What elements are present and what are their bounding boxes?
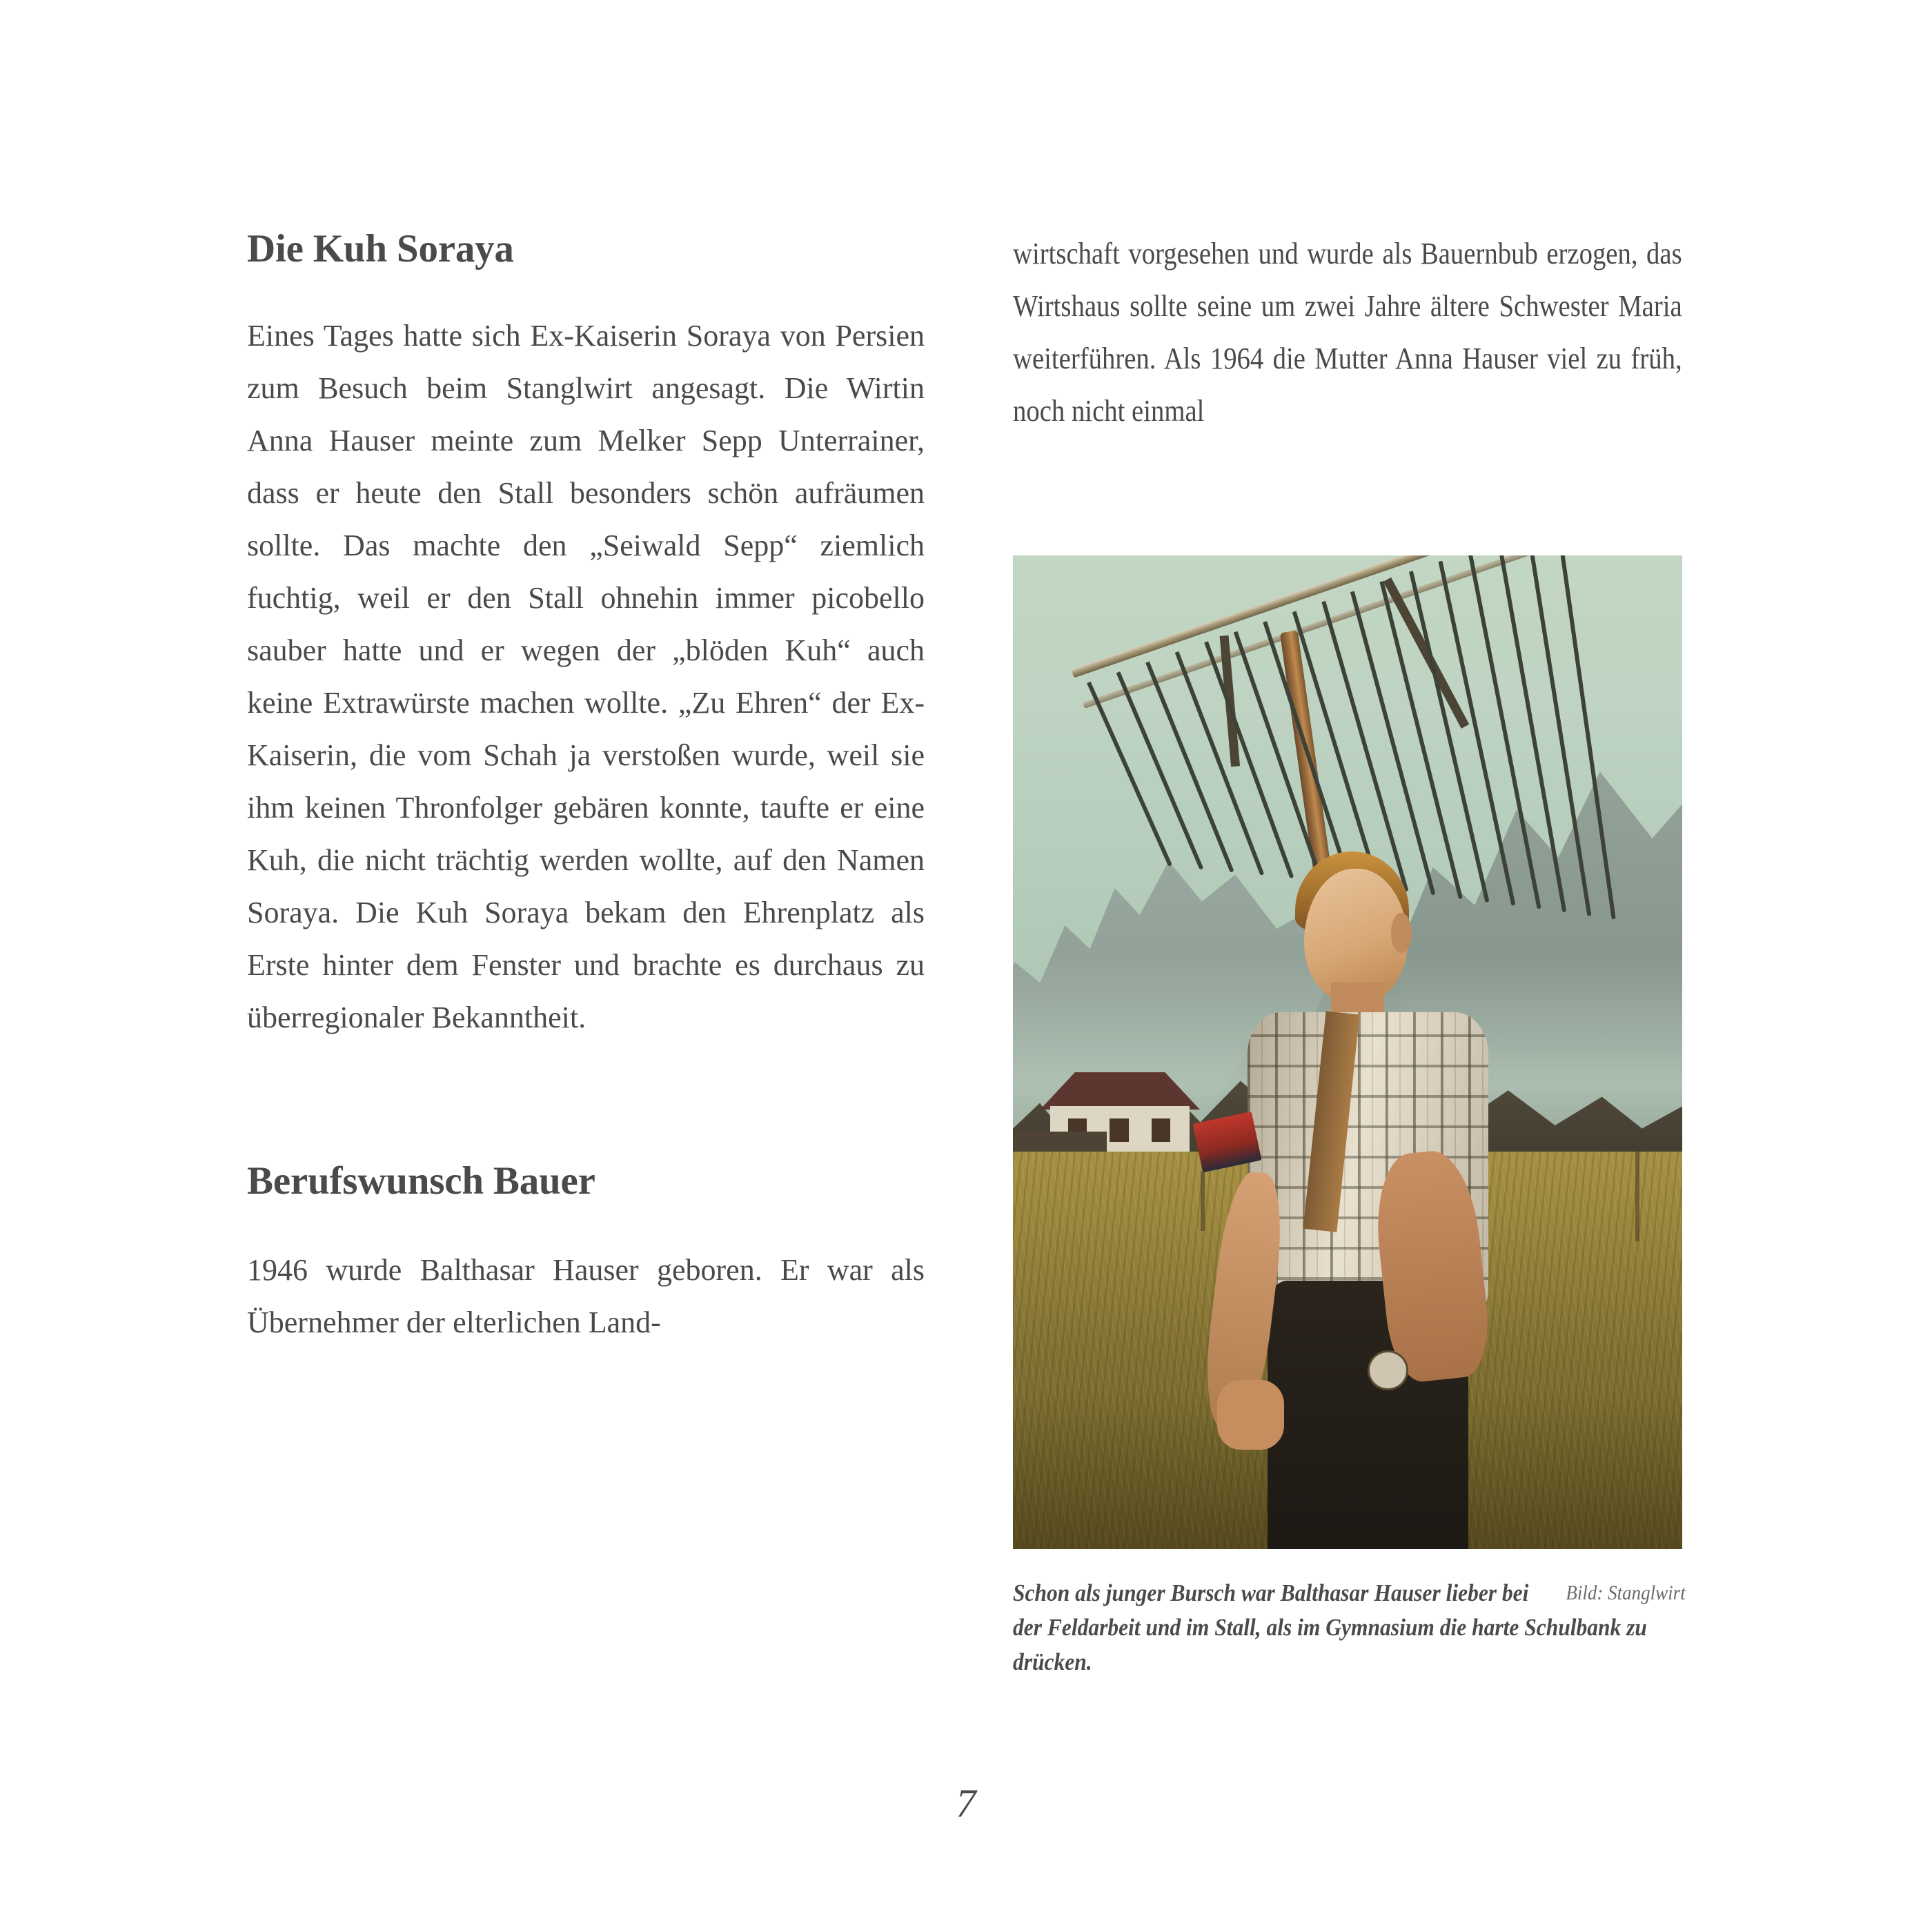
paragraph-die-kuh-soraya: Eines Tages hatte sich Ex-Kaiserin Soraya von Persien zum Besuch beim Stanglwirt angesagt. Die Wirtin Anna Hauser meinte zum Melker Sepp Unterrainer, dass er heute den Stall besonders schön aufräumen sollte. Das machte den „Seiwald Sepp“ ziemlich fuchtig, weil er den Stall ohnehin immer picobello sauber hatte und er wegen der „blöden Kuh“ auch keine Extrawürste machen wollte. „Zu Ehren“ der Ex-Kaiserin, die vom Schah ja verstoßen wurde, weil sie ihm keinen Thronfolger gebären konnte, taufte er eine Kuh, die nicht trächtig werden wollte, auf den Namen Soraya. Die Kuh Soraya bekam den Ehrenplatz als Erste hinter dem Fenster und brachte es durchaus zu überregionaler Bekanntheit. xyxy=(247,318,925,1034)
section-heading-berufswunsch-bauer: Berufswunsch Bauer xyxy=(247,1159,595,1203)
paragraph-berufswunsch-bauer: 1946 wurde Balthasar Hauser geboren. Er war als Übernehmer der elterlichen Land- xyxy=(247,1253,925,1340)
photo-credit: Bild: Stanglwirt xyxy=(1566,1581,1686,1604)
person-wristwatch xyxy=(1368,1350,1408,1390)
photo-caption-text: Schon als junger Bursch war Balthasar Hauser lieber bei der Feldarbeit und im Stall, als im Gymnasium die harte Schulbank zu drücken. xyxy=(1013,1579,1647,1675)
section-heading-die-kuh-soraya: Die Kuh Soraya xyxy=(247,227,514,270)
person-hand xyxy=(1217,1380,1284,1450)
photograph-figure xyxy=(1013,555,1682,1549)
left-column xyxy=(247,228,925,1349)
spacer xyxy=(247,271,925,310)
photo-person xyxy=(1013,555,1682,1549)
paragraph-continuation: wirtschaft vorgesehen und wurde als Bauernbub erzogen, das Wirtshaus sollte seine um zwei Jahre ältere Schwester Maria weiterführen. Als 1964 die Mutter Anna Hauser viel zu früh, noch nicht einmal xyxy=(1013,237,1682,428)
spacer xyxy=(247,1044,925,1160)
spacer xyxy=(247,1203,925,1244)
photo-caption xyxy=(1013,1576,1686,1679)
right-column xyxy=(1013,228,1682,437)
page-number: 7 xyxy=(956,1781,976,1826)
person-ear xyxy=(1391,913,1412,953)
photograph-image xyxy=(1013,555,1682,1549)
